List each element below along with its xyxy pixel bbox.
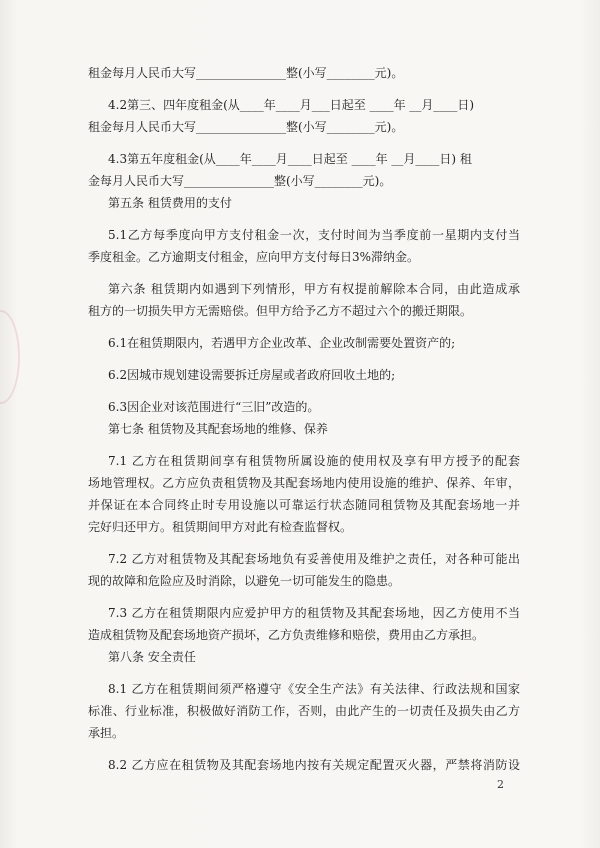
text-line: 7.1 乙方在租赁期间享有租赁物所属设施的使用权及享有甲方授予的配套 <box>108 454 520 468</box>
paragraph-gap <box>88 440 520 450</box>
text-line: 租方的一切损失甲方无需赔偿。但甲方给予乙方不超过六个的搬迁期限。 <box>88 304 473 318</box>
text-line: 第七条 租赁物及其配套场地的维修、保养 <box>108 422 328 436</box>
text-line: 4.3第五年度租金(从____年____月____日起至 ____年 __月____日) 租 <box>108 152 472 166</box>
seal-stamp-trace <box>0 310 20 404</box>
text-line: 承担。 <box>88 726 125 740</box>
paragraph-gap <box>88 354 520 364</box>
text-line: 标准、行业标准，积极做好消防工作，否则，由此产生的一切责任及损失由乙方 <box>88 704 520 718</box>
text-line: 现的故障和危险应及时消除，以避免一切可能发生的隐患。 <box>88 574 401 588</box>
paragraph-gap <box>88 214 520 224</box>
paragraph-gap <box>88 138 520 148</box>
text-line: 6.1在租赁期限内，若遇甲方企业改革、企业改制需要处置资产的; <box>108 336 456 350</box>
text-line: 6.3因企业对该范围进行“三旧”改造的。 <box>108 400 320 414</box>
paragraph-gap <box>88 668 520 678</box>
page-number: 2 <box>497 778 504 791</box>
paragraph-gap <box>88 84 520 94</box>
text-line: 场地管理权。乙方应负责租赁物及其配套场地内使用设施的维护、保养、年审， <box>88 476 520 490</box>
text-line: 7.3 乙方在租赁期限内应爱护甲方的租赁物及其配套场地，因乙方使用不当 <box>108 606 520 620</box>
text-line: 季度租金。乙方逾期支付租金，应向甲方支付每日3%滞纳金。 <box>88 250 420 264</box>
text-line: 金每月人民币大写_______________整(小写________元)。 <box>88 174 392 188</box>
text-line: 完好归还甲方。租赁期间甲方对此有检查监督权。 <box>88 520 353 534</box>
text-line: 并保证在本合同终止时专用设施以可靠运行状态随同租赁物及其配套场地一并 <box>88 498 520 512</box>
paragraph-gap <box>88 268 520 278</box>
text-line: 第六条 租赁期内如遇到下列情形，甲方有权提前解除本合同，由此造成承 <box>108 282 520 296</box>
text-line: 4.2第三、四年度租金(从____年____月___日起至 ____年 __月____日) <box>108 98 475 112</box>
text-line: 5.1乙方每季度向甲方支付租金一次，支付时间为当季度前一星期内支付当 <box>108 228 520 242</box>
contract-body <box>88 62 520 776</box>
text-line: 8.1 乙方在租赁期间须严格遵守《安全生产法》有关法律、行政法规和国家 <box>108 682 520 696</box>
text-line: 8.2 乙方应在租赁物及其配套场地内按有关规定配置灭火器，严禁将消防设 <box>108 758 520 772</box>
paragraph-gap <box>88 744 520 754</box>
text-line: 第五条 租赁费用的支付 <box>108 196 232 210</box>
text-line: 造成租赁物及配套场地资产损坏，乙方负责维修和赔偿，费用由乙方承担。 <box>88 628 485 642</box>
text-line: 7.2 乙方对租赁物及其配套场地负有妥善使用及维护之责任，对各种可能出 <box>108 552 520 566</box>
paragraph-gap <box>88 538 520 548</box>
paragraph-gap <box>88 592 520 602</box>
text-line: 第八条 安全责任 <box>108 650 196 664</box>
text-line: 租金每月人民币大写_______________整(小写________元)。 <box>88 120 404 134</box>
paragraph-gap <box>88 322 520 332</box>
text-line: 租金每月人民币大写_______________整(小写________元)。 <box>88 66 404 80</box>
paragraph-gap <box>88 386 520 396</box>
text-line: 6.2因城市规划建设需要拆迁房屋或者政府回收土地的; <box>108 368 396 382</box>
